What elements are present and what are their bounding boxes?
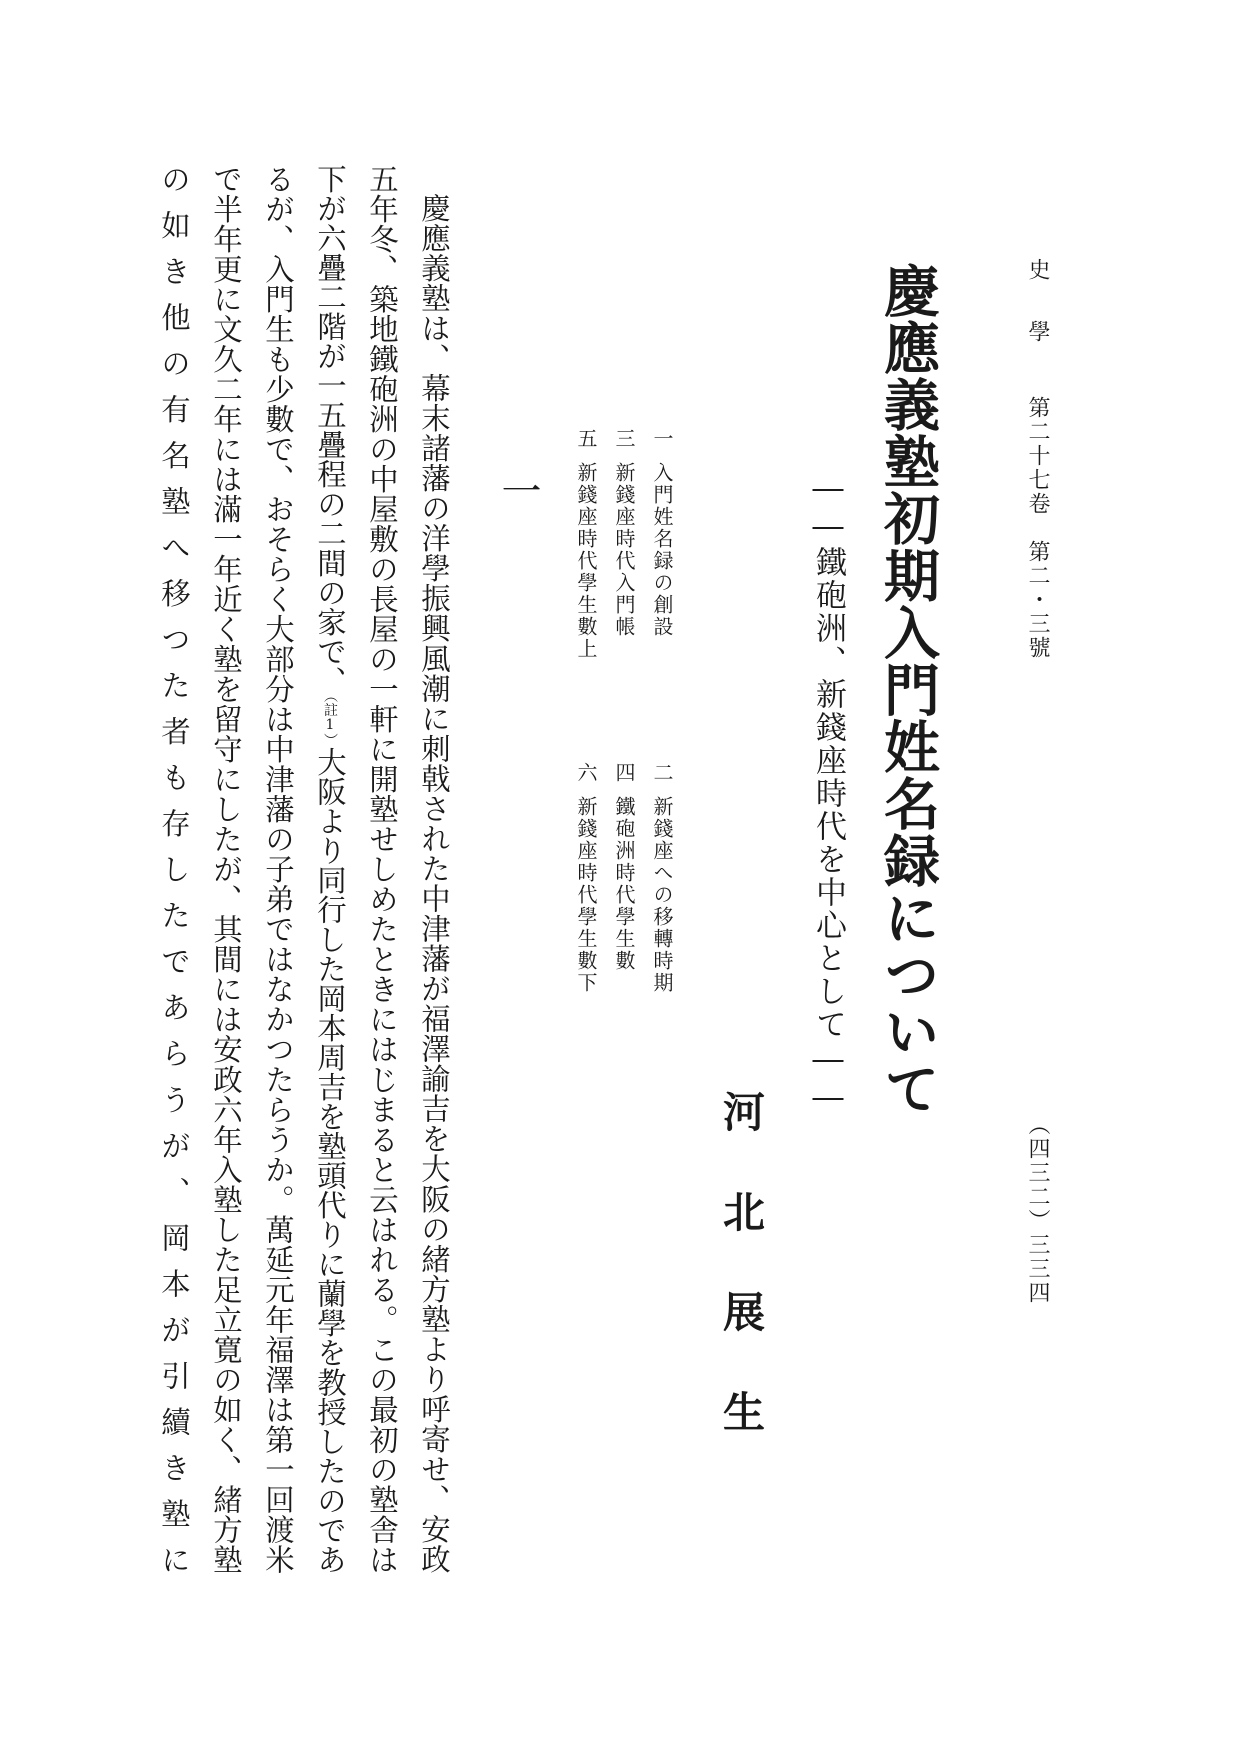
toc-item-number: 二 bbox=[650, 762, 674, 784]
toc-item-number: 一 bbox=[650, 428, 674, 450]
journal-name: 史學 bbox=[1025, 258, 1050, 382]
section-heading: 一 bbox=[495, 470, 541, 510]
body-text-segment: 大阪より同行した岡本周吉を塾頭代りに蘭學を教授したのであるが、入門生も少數で、おそらく大部分は中津藩の子弟ではなかつたらうか。萬延元年福澤は第一回渡米で半年更に文久二年には滿一年近く塾を留守にしたが、其間には安政六年入塾した足立寛の如く、緒方塾の如き他の有名塾へ移つた者も存したであらうが、岡本が引續き塾に bbox=[157, 164, 347, 1575]
body-paragraph bbox=[148, 164, 460, 1574]
journal-issue: 第二十七卷 第二・三號 bbox=[1025, 396, 1050, 660]
body-text bbox=[157, 164, 460, 1575]
toc-item-text: 鐵砲洲時代學生數 bbox=[612, 796, 636, 972]
page-numbers: （四三二）三三四 bbox=[1025, 1113, 1050, 1305]
footnote-reference: （註1） bbox=[322, 695, 338, 748]
toc-item bbox=[576, 762, 596, 994]
running-header bbox=[1026, 258, 1048, 660]
toc-item-text: 新錢座時代學生數下 bbox=[574, 796, 598, 994]
body-text-segment: 慶應義塾は、幕末諸藩の洋學振興風潮に刺戟された中津藩が福澤諭吉を大阪の緒方塾より呼寄せ、安政五年冬、築地鐵砲洲の中屋敷の長屋の一軒に開塾せしめたときにはじまると云はれる。この最初の塾舎は下が六疊二階が一五疊程の二間の家で、 bbox=[313, 164, 451, 1574]
toc-item bbox=[576, 428, 596, 660]
toc-item-text: 新錢座時代學生數上 bbox=[574, 462, 598, 660]
author-name: 河北展生 bbox=[717, 1090, 766, 1490]
toc-item bbox=[652, 428, 672, 638]
article-title: 慶應義塾初期入門姓名録について bbox=[875, 262, 941, 1117]
toc-item bbox=[652, 762, 672, 994]
toc-item bbox=[614, 762, 634, 972]
toc-item-number: 六 bbox=[574, 762, 598, 784]
toc-item-text: 新錢座時代入門帳 bbox=[612, 462, 636, 638]
toc-item-number: 四 bbox=[612, 762, 636, 784]
toc-item-text: 入門姓名録の創設 bbox=[650, 462, 674, 638]
toc-item-text: 新錢座への移轉時期 bbox=[650, 796, 674, 994]
toc-item-number: 五 bbox=[574, 428, 598, 450]
toc-item-number: 三 bbox=[612, 428, 636, 450]
article-subtitle: ――鐵砲洲、新錢座時代を中心として―― bbox=[810, 470, 846, 1117]
toc-item bbox=[614, 428, 634, 638]
